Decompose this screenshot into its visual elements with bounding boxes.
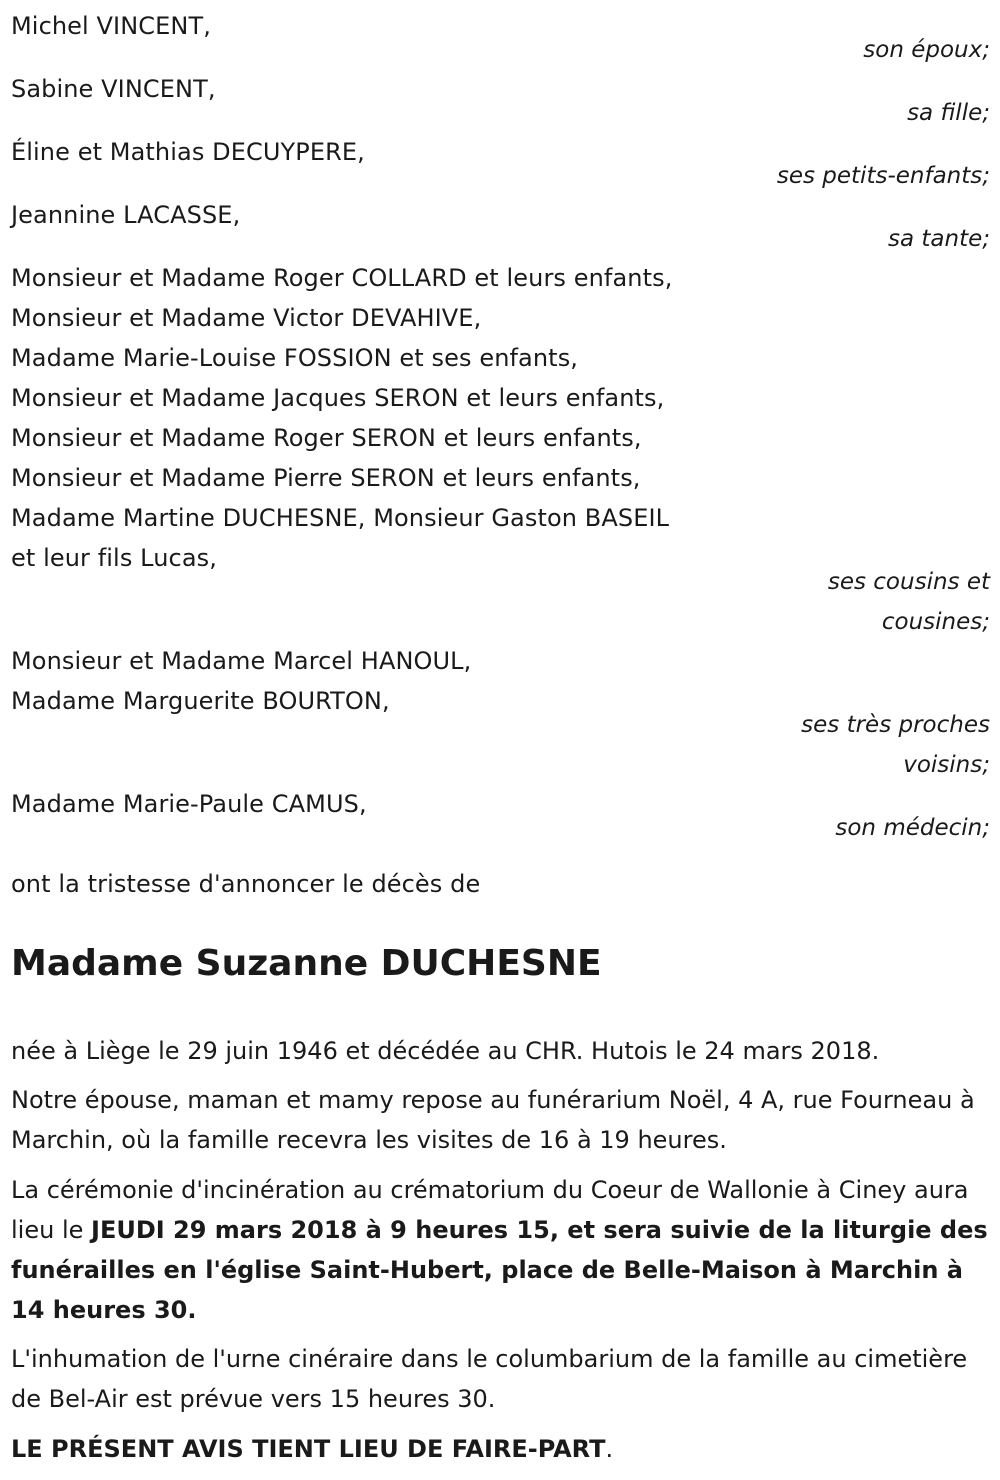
family-name-line: Madame Marguerite BOURTON, bbox=[11, 687, 390, 715]
relation-label: ses petits-enfants; bbox=[776, 163, 990, 189]
family-name-line: Monsieur et Madame Roger COLLARD et leurs enfants, bbox=[11, 264, 673, 292]
family-name-line: Madame Marie-Louise FOSSION et ses enfants, bbox=[11, 344, 579, 372]
family-name-line: Monsieur et Madame Roger SERON et leurs enfants, bbox=[11, 424, 642, 452]
birth-death-text: née à Liège le 29 juin 1946 et décédée au CHR. Hutois le 24 mars 2018. bbox=[11, 1037, 880, 1065]
relation-label: ses très proches bbox=[801, 712, 990, 738]
announcement-text: ont la tristesse d'annoncer le décès de bbox=[11, 870, 481, 898]
notice-end: . bbox=[605, 1435, 614, 1463]
family-name-line: Madame Marie-Paule CAMUS, bbox=[11, 790, 367, 818]
ceremony-intro: La cérémonie d'incinération au crématorium du Coeur de Wallonie à Ciney aura lieu le bbox=[11, 1176, 969, 1244]
deceased-name: Madame Suzanne DUCHESNE bbox=[11, 943, 602, 984]
relation-label: sa tante; bbox=[888, 226, 990, 252]
relation-label: son médecin; bbox=[835, 815, 990, 841]
relation-label: son époux; bbox=[863, 37, 990, 63]
family-name-line: Michel VINCENT, bbox=[11, 12, 211, 40]
relation-label: cousines; bbox=[881, 609, 990, 635]
family-name-line: Monsieur et Madame Pierre SERON et leurs enfants, bbox=[11, 464, 641, 492]
relation-label: sa fille; bbox=[907, 100, 990, 126]
relation-label: voisins; bbox=[903, 752, 990, 778]
family-name-line: Sabine VINCENT, bbox=[11, 75, 216, 103]
family-name-line: Éline et Mathias DECUYPERE, bbox=[11, 138, 365, 166]
family-name-line: et leur fils Lucas, bbox=[11, 544, 217, 572]
notice-bold: LE PRÉSENT AVIS TIENT LIEU DE FAIRE-PART bbox=[11, 1435, 606, 1463]
family-name-line: Jeannine LACASSE, bbox=[11, 201, 241, 229]
family-name-line: Madame Martine DUCHESNE, Monsieur Gaston BASEIL bbox=[11, 504, 670, 532]
ceremony-text bbox=[11, 1170, 991, 1330]
family-name-line: Monsieur et Madame Marcel HANOUL, bbox=[11, 647, 472, 675]
inhumation-text: L'inhumation de l'urne cinéraire dans le columbarium de la famille au cimetière de Bel-Air est prévue vers 15 heures 30. bbox=[11, 1345, 968, 1413]
relation-label: ses cousins et bbox=[827, 569, 990, 595]
notice-text bbox=[11, 1429, 991, 1469]
family-name-line: Monsieur et Madame Jacques SERON et leurs enfants, bbox=[11, 384, 665, 412]
funerarium-text: Notre épouse, maman et mamy repose au funérarium Noël, 4 A, rue Fourneau à Marchin, où la famille recevra les visites de 16 à 19 heures. bbox=[11, 1086, 975, 1154]
family-name-line: Monsieur et Madame Victor DEVAHIVE, bbox=[11, 304, 482, 332]
ceremony-details: JEUDI 29 mars 2018 à 9 heures 15, et sera suivie de la liturgie des funérailles en l'église Saint-Hubert, place de Belle-Maison à Marchin à 14 heures 30. bbox=[11, 1216, 988, 1324]
